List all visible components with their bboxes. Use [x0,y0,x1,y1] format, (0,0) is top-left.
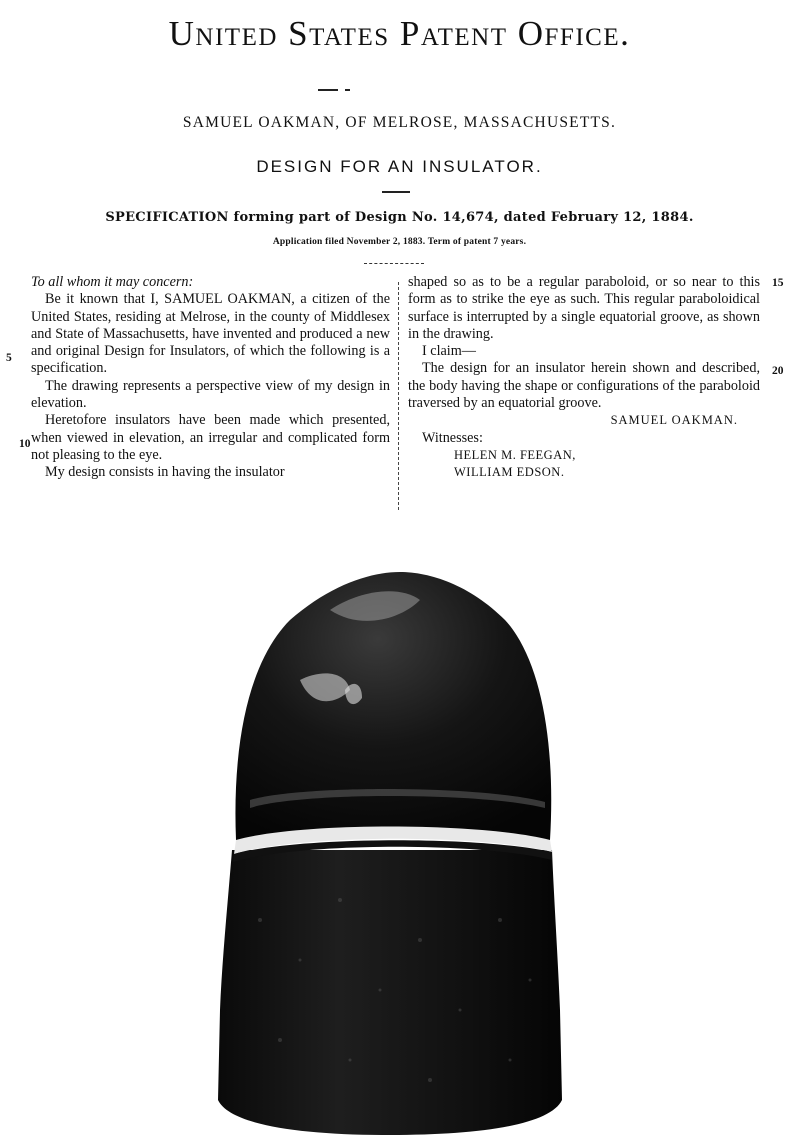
column-divider [398,282,399,510]
insulator-skirt [218,850,562,1135]
witnesses-label: Witnesses: [422,429,483,446]
line-number: 20 [772,365,784,377]
paragraph: The drawing represents a perspective view of my design in elevation. [31,377,390,412]
left-column [31,274,390,482]
line-number: 10 [19,438,31,450]
line-number: 15 [772,277,784,289]
witness-name: WILLIAM EDSON. [454,465,565,480]
section-rule [382,191,410,193]
author-line: SAMUEL OAKMAN, OF MELROSE, MASSACHUSETTS. [182,114,617,131]
paragraph: shaped so as to be a regular paraboloid, or so near to this form as to strike the eye as such. This regular paraboloidical surface is interrupted by a single equatorial groove, as shown in the drawing. [408,274,760,342]
salutation: To all whom it may concern: [31,274,194,290]
line-number: 5 [6,352,12,364]
witness-name: HELEN M. FEEGAN, [454,447,576,462]
title-rule [318,89,338,91]
design-title: DESIGN FOR AN INSULATOR. [256,157,543,176]
office-title: United States Patent Office. [168,14,631,53]
right-column [408,274,760,482]
paragraph: Heretofore insulators have been made which presented, when viewed in elevation, an irregular and complicated form not pleasing to the eye. [31,412,390,463]
application-line: Application filed November 2, 1883. Term of patent 7 years. [272,237,527,247]
paragraph: My design consists in having the insulator [45,464,285,481]
insulator-drawing [0,540,799,1146]
paragraph: Be it known that I, SAMUEL OAKMAN, a citizen of the United States, residing at Melrose, in the county of Middlesex and State of Massachusetts, have invented and produced a new and original Design for Insulators, of which the following is a specification. [31,291,390,377]
signature: SAMUEL OAKMAN. [610,413,738,428]
claim-heading: I claim— [422,343,476,360]
specification-line: SPECIFICATION forming part of Design No. 14,674, dated February 12, 1884. [105,210,694,225]
application-rule [364,263,424,265]
claim-text: The design for an insulator herein shown and described, the body having the shape or configurations of the paraboloid traversed by an equatorial groove. [408,360,760,412]
title-rule-dot [345,89,350,91]
